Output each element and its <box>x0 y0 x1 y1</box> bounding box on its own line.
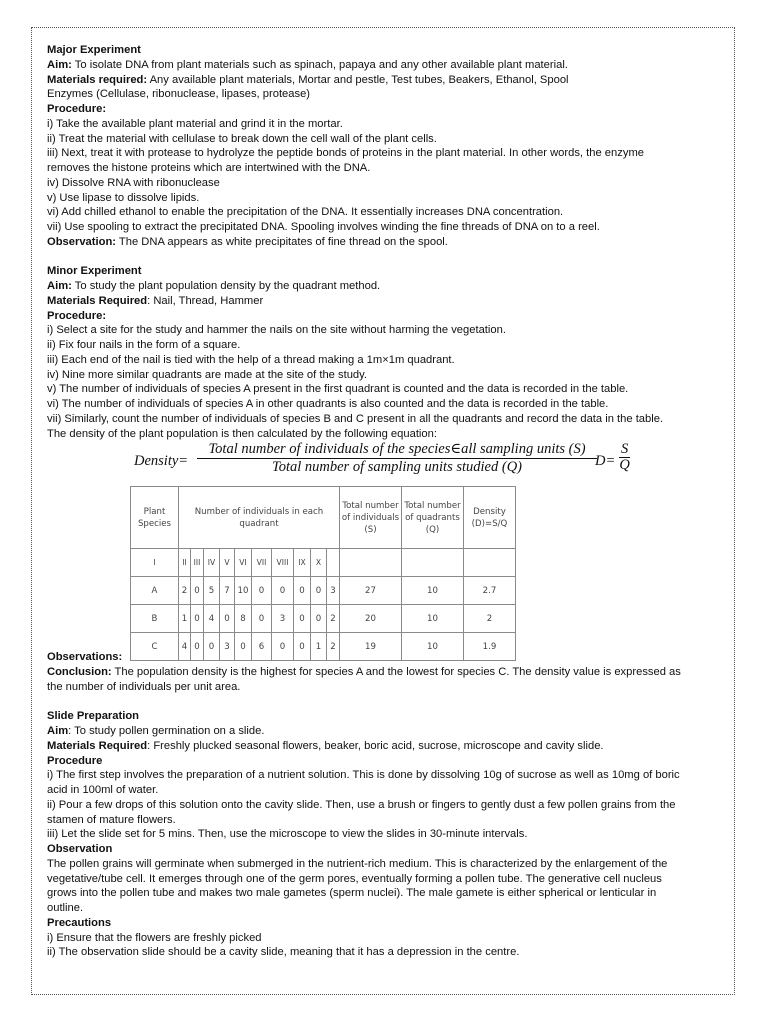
quadrant-label-row <box>131 549 516 577</box>
header-individuals: Number of individuals in each quadrant <box>179 487 340 549</box>
major-materials: Materials required: Any available plant materials, Mortar and pestle, Test tubes, Beakers, Ethanol, Spool <box>47 73 569 86</box>
quadrant-label: I <box>131 549 179 577</box>
equation-q: Q <box>619 457 630 473</box>
density-table <box>130 486 516 661</box>
major-step: vi) Add chilled ethanol to enable the precipitation of the DNA. It essentially increases DNA concentration. <box>47 206 564 219</box>
header-density: Density (D)=S/Q <box>464 487 516 549</box>
quadrant-label: II <box>179 549 191 577</box>
count-cell: 2 <box>327 605 340 633</box>
count-cell: 1 <box>179 605 191 633</box>
table-row <box>131 633 516 661</box>
density-cell: 2 <box>464 605 516 633</box>
slide-step: iii) Let the slide set for 5 mins. Then, use the microscope to view the slides in 30-minute intervals. <box>47 828 528 841</box>
count-cell: 3 <box>220 633 235 661</box>
quadrant-label: VII <box>252 549 272 577</box>
major-step: iii) Next, treat it with protease to hydrolyze the peptide bonds of proteins in the plant material. In other words, the enzyme <box>47 147 644 160</box>
slide-step: ii) Pour a few drops of this solution onto the cavity slide. Then, use a brush or fingers to gently dust a few pollen grains from the <box>47 798 676 811</box>
count-cell: 0 <box>204 633 220 661</box>
count-cell: 3 <box>272 605 294 633</box>
slide-materials: Materials Required: Freshly plucked seasonal flowers, beaker, boric acid, sucrose, microscope and cavity slide. <box>47 739 604 752</box>
count-cell: 0 <box>311 577 327 605</box>
quadrant-label: IV <box>204 549 220 577</box>
species-cell: C <box>131 633 179 661</box>
equation-numerator: Total number of individuals of the species∈all sampling units (S) <box>197 442 597 459</box>
minor-step: iv) Nine more similar quadrants are made at the site of the study. <box>47 368 368 381</box>
count-cell: 0 <box>191 577 204 605</box>
slide-observation-line: grows into the pollen tube and makes two male gametes (sperm nuclei). The male gamete is either spherical or lenticular in <box>47 887 657 900</box>
total-individuals-cell: 19 <box>340 633 402 661</box>
count-cell: 8 <box>235 605 252 633</box>
count-cell: 6 <box>252 633 272 661</box>
table-row <box>131 577 516 605</box>
slide-observation-label: Observation <box>47 843 113 855</box>
count-cell: 0 <box>294 577 311 605</box>
slide-observation-line: outline. <box>47 902 84 914</box>
observations-label: Observations: <box>47 651 123 664</box>
count-cell: 0 <box>252 577 272 605</box>
total-quadrants-cell: 10 <box>402 633 464 661</box>
quadrant-label: III <box>191 549 204 577</box>
conclusion: Conclusion: The population density is the highest for species A and the lowest for species C. The density value is expressed as <box>47 666 681 678</box>
density-cell: 1.9 <box>464 633 516 661</box>
count-cell: 0 <box>272 577 294 605</box>
quadrant-label: VI <box>235 549 252 577</box>
major-aim: Aim: To isolate DNA from plant materials such as spinach, papaya and any other available plant material. <box>47 58 568 71</box>
total-individuals-cell: 27 <box>340 577 402 605</box>
quadrant-label: VIII <box>272 549 294 577</box>
count-cell: 1 <box>311 633 327 661</box>
density-cell: 2.7 <box>464 577 516 605</box>
count-cell: 0 <box>294 605 311 633</box>
minor-aim: Aim: To study the plant population density by the quadrant method. <box>47 280 381 292</box>
major-step: vii) Use spooling to extract the precipitated DNA. Spooling involves winding the fine threads of DNA on to a reel. <box>47 221 600 233</box>
major-step: iv) Dissolve RNA with ribonuclease <box>47 176 220 189</box>
minor-step: iii) Each end of the nail is tied with the help of a thread making a 1m×1m quadrant. <box>47 353 455 366</box>
count-cell: 0 <box>294 633 311 661</box>
table-row <box>131 605 516 633</box>
header-plant-species: Plant Species <box>131 487 179 549</box>
count-cell: 0 <box>311 605 327 633</box>
equation-s-over-q <box>619 442 630 473</box>
species-cell: B <box>131 605 179 633</box>
slide-observation-line: The pollen grains will germinate when submerged in the nutrient-rich medium. This is characterized by the enlargement of the <box>47 857 668 870</box>
slide-step: stamen of mature flowers. <box>47 813 176 826</box>
count-cell: 0 <box>220 605 235 633</box>
count-cell: 4 <box>179 633 191 661</box>
minor-procedure-label: Procedure: <box>47 309 107 322</box>
major-step: ii) Treat the material with cellulase to break down the cell wall of the plant cells. <box>47 132 437 145</box>
count-cell: 2 <box>179 577 191 605</box>
minor-heading: Minor Experiment <box>47 265 142 278</box>
slide-step: i) The first step involves the preparation of a nutrient solution. This is done by dissolving 10g of sucrose as well as 10mg of boric <box>47 769 680 782</box>
major-materials-cont: Enzymes (Cellulase, ribonuclease, lipases, protease) <box>47 88 311 101</box>
major-observation: Observation: The DNA appears as white precipitates of fine thread on the spool. <box>47 235 448 248</box>
count-cell: 2 <box>327 633 340 661</box>
slide-heading: Slide Preparation <box>47 710 140 723</box>
slide-step: acid in 100ml of water. <box>47 784 159 796</box>
slide-observation-line: vegetative/tube cell. It emerges through one of the germ pores, eventually forming a pollen tube. The generative cell nucleus <box>47 872 662 885</box>
count-cell: 7 <box>220 577 235 605</box>
total-quadrants-cell: 10 <box>402 605 464 633</box>
count-cell: 0 <box>252 605 272 633</box>
count-cell: 4 <box>204 605 220 633</box>
species-cell: A <box>131 577 179 605</box>
quadrant-label: V <box>220 549 235 577</box>
equation-s: S <box>621 441 629 458</box>
minor-step: vii) Similarly, count the number of individuals of species B and C present in all the quadrants and record the data in the table. <box>47 412 664 425</box>
header-total-quadrants: Total number of quadrants (Q) <box>402 487 464 549</box>
major-step: removes the histone proteins which are intertwined with the DNA. <box>47 162 371 174</box>
equation-fraction <box>197 442 597 475</box>
minor-step: The density of the plant population is then calculated by the following equation: <box>47 427 437 440</box>
slide-aim: Aim: To study pollen germination on a slide. <box>47 725 265 737</box>
minor-step: ii) Fix four nails in the form of a square. <box>47 339 241 351</box>
minor-step: vi) The number of individuals of species A in other quadrants is also counted and the data is recorded in the table. <box>47 398 609 410</box>
quadrant-label: X <box>311 549 327 577</box>
count-cell: 3 <box>327 577 340 605</box>
count-cell: 5 <box>204 577 220 605</box>
precaution-item: ii) The observation slide should be a cavity slide, meaning that it has a depression in the centre. <box>47 946 520 959</box>
equation-right: D= <box>595 453 616 470</box>
minor-materials: Materials Required: Nail, Thread, Hammer <box>47 294 264 307</box>
count-cell: 10 <box>235 577 252 605</box>
major-step: v) Use lipase to dissolve lipids. <box>47 191 200 204</box>
quadrant-label: IX <box>294 549 311 577</box>
equation-left: Density= <box>134 453 189 470</box>
precautions-label: Precautions <box>47 916 112 929</box>
count-cell: 0 <box>272 633 294 661</box>
count-cell: 0 <box>235 633 252 661</box>
total-quadrants-cell: 10 <box>402 577 464 605</box>
minor-step: v) The number of individuals of species A present in the first quadrant is counted and the data is recorded in the table. <box>47 383 629 396</box>
major-step: i) Take the available plant material and grind it in the mortar. <box>47 117 343 130</box>
minor-step: i) Select a site for the study and hammer the nails on the site without harming the vegetation. <box>47 324 506 337</box>
count-cell: 0 <box>191 605 204 633</box>
total-individuals-cell: 20 <box>340 605 402 633</box>
conclusion-cont: the number of individuals per unit area. <box>47 680 241 693</box>
equation-denominator: Total number of sampling units studied (Q) <box>271 459 522 475</box>
header-total-individuals: Total number of individuals (S) <box>340 487 402 549</box>
major-procedure-label: Procedure: <box>47 103 107 115</box>
major-heading: Major Experiment <box>47 44 141 56</box>
density-equation <box>47 442 719 486</box>
slide-procedure-label: Procedure <box>47 754 103 767</box>
count-cell: 0 <box>191 633 204 661</box>
precaution-item: i) Ensure that the flowers are freshly picked <box>47 931 262 944</box>
